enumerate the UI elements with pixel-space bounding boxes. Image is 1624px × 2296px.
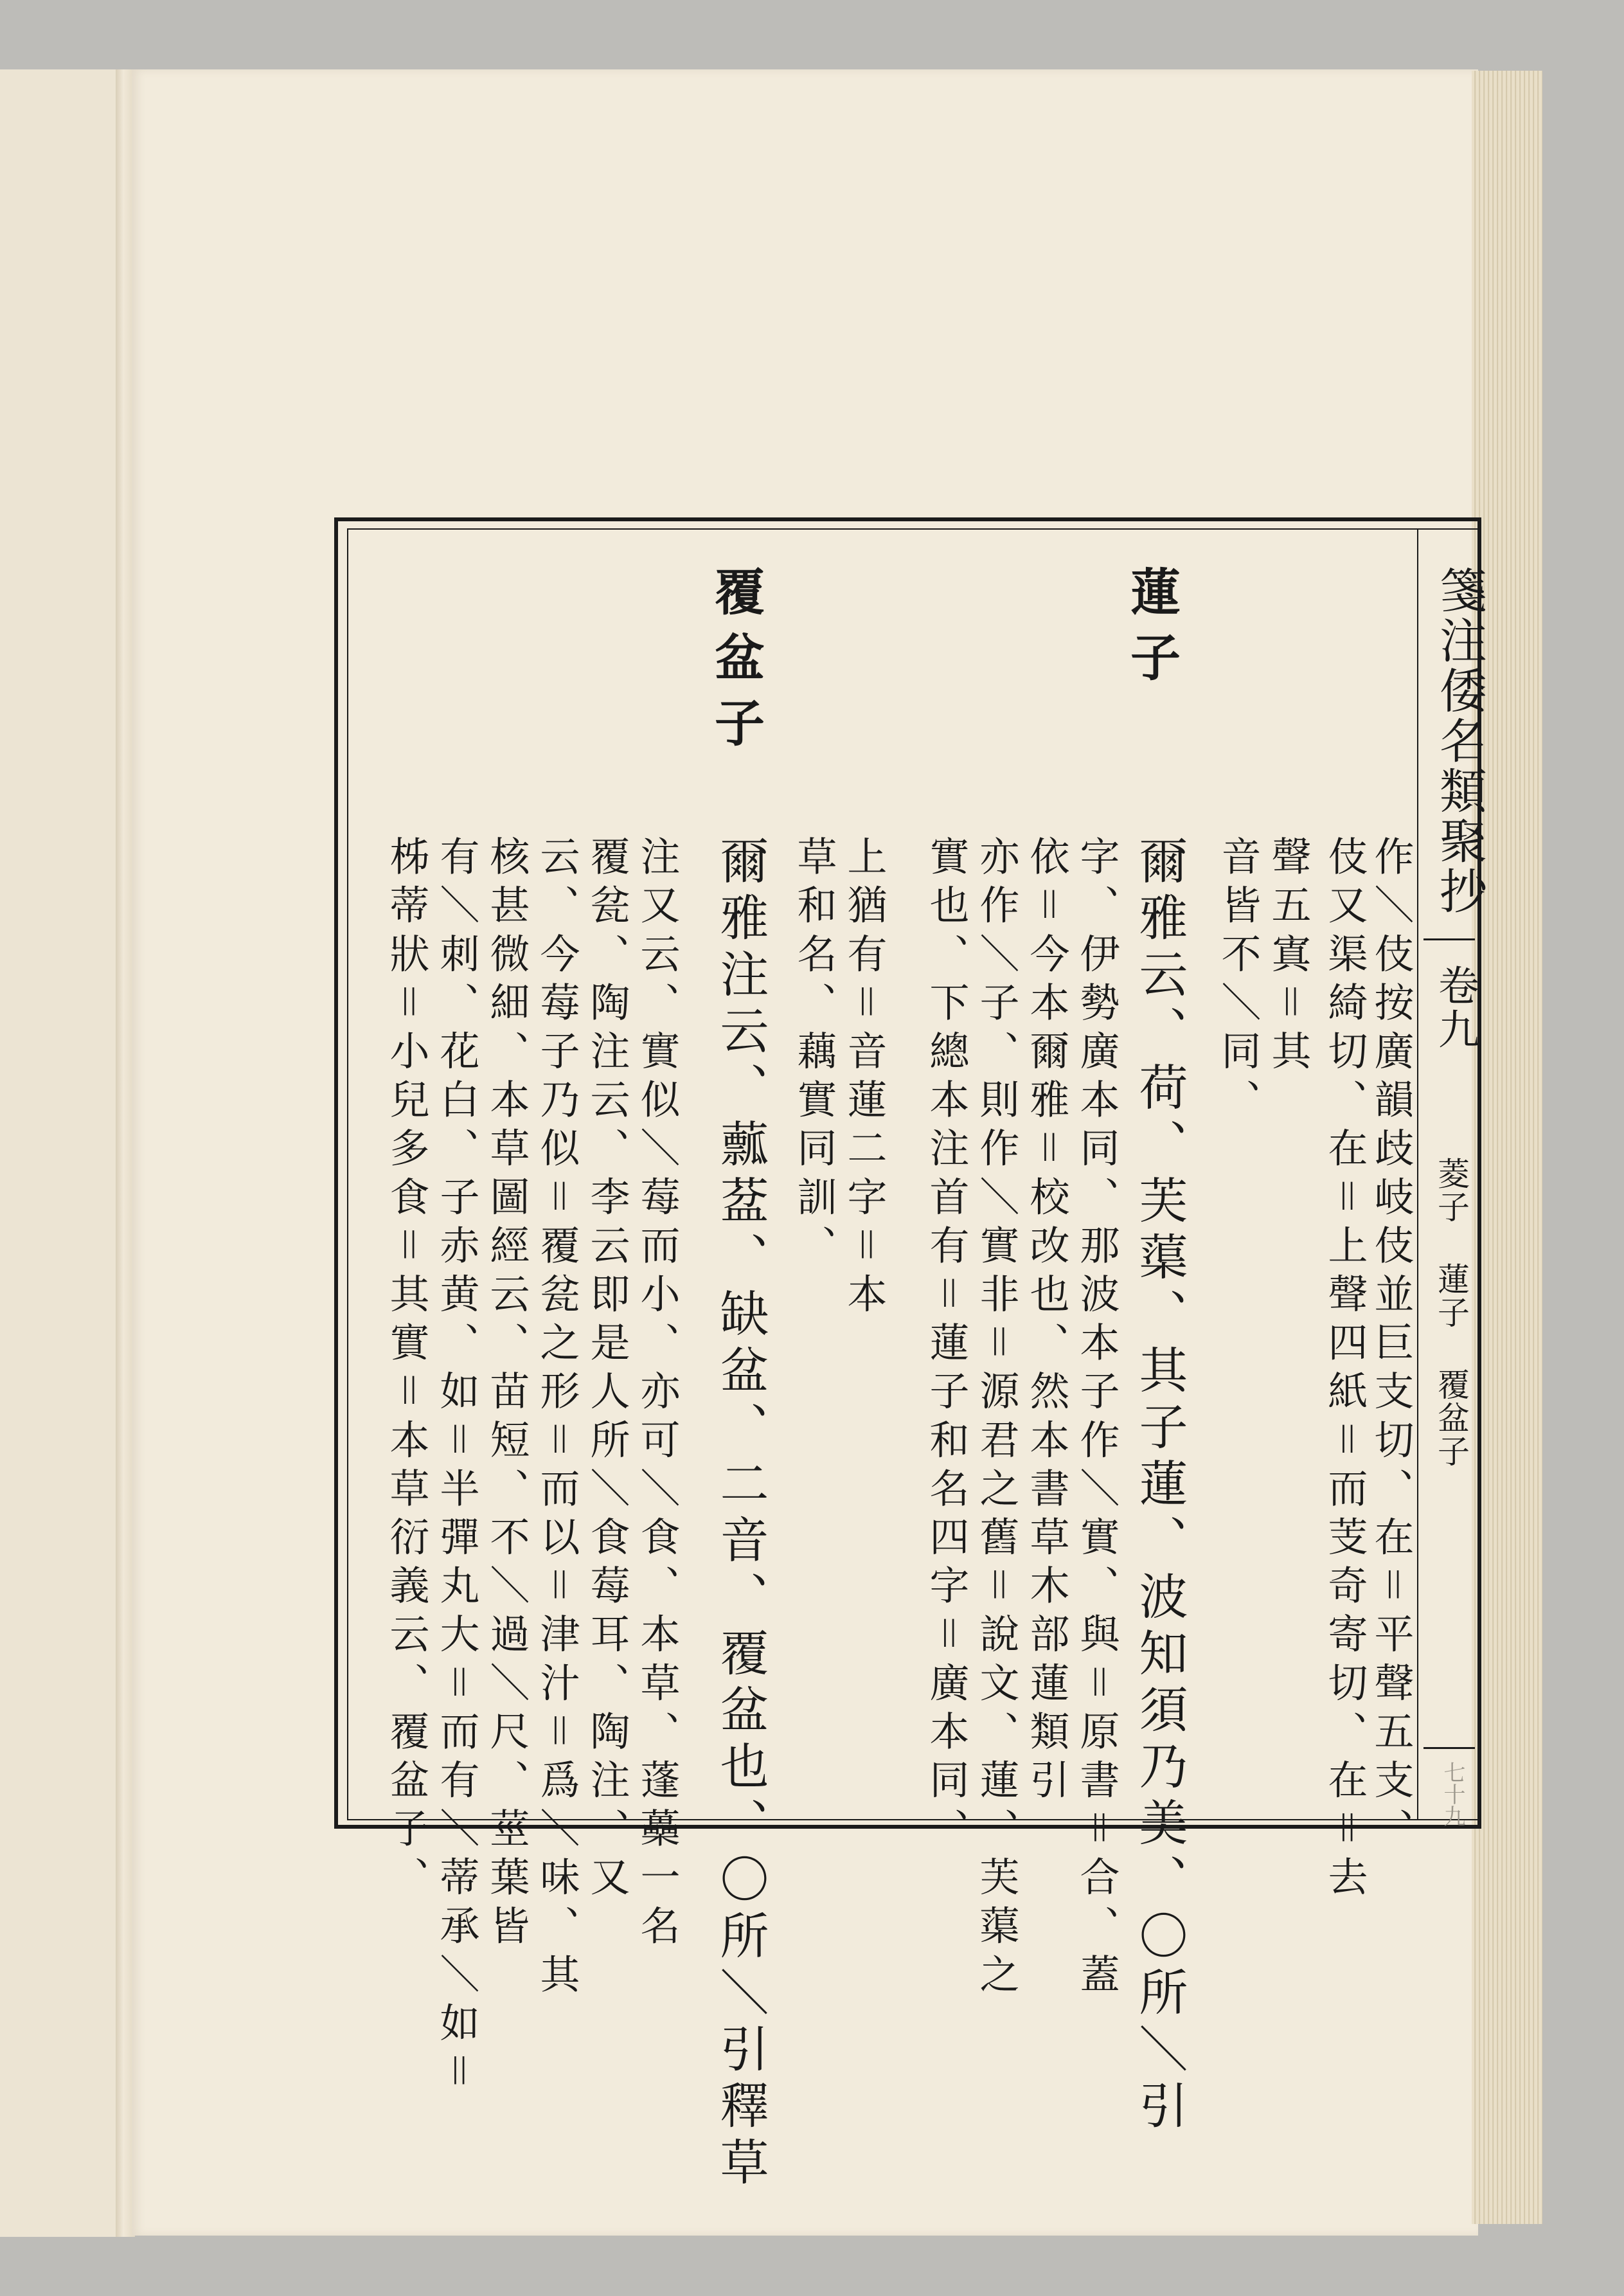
entry-heading-lotus: 蓮子: [1122, 566, 1181, 697]
text-column: 實也、下總本注首有＝蓮子和名四字＝廣本同、: [923, 836, 970, 1856]
text-column: 注又云、實似＼莓而小、亦可＼食、本草、蓬蘽一名: [634, 836, 681, 1953]
volume-label: 卷九: [1431, 964, 1479, 1052]
text-column: 覆瓫、陶注云、李云即是人所＼食莓耳、陶注、又: [584, 836, 630, 1905]
text-column: 聲五寘＝其: [1265, 836, 1312, 1079]
text-column: 依＝今本爾雅＝校改也、然本書草木部蓮類引: [1023, 836, 1070, 1807]
entry-heading-raspberry: 覆盆子: [706, 566, 765, 762]
gutter-lower-mark: [1423, 1747, 1475, 1749]
text-column: 上猶有＝音蓮二字＝本: [841, 836, 888, 1322]
gutter-topics: 菱子 蓮子 覆盆子: [1432, 1157, 1470, 1468]
book-title: 箋注倭名類聚抄: [1432, 566, 1487, 917]
text-column: 柹蒂狀＝小兒多食＝其實＝本草衍義云、覆盆子、: [383, 836, 430, 1905]
text-column: 字、伊勢廣本同、那波本子作＼實、與＝原書＝合、蓋: [1073, 836, 1120, 2002]
text-column: 核甚微細、本草圖經云、苗短、不＼過＼尺、莖葉皆: [483, 836, 530, 1953]
text-column: 作＼伎按廣韻歧岐伎並巨支切、在＝平聲五支、: [1368, 836, 1414, 1856]
text-column: 音皆不＼同、: [1215, 836, 1262, 1127]
text-column: 亦作＼子、則作＼實非＝源君之舊＝說文、蓮、芙蕖之: [973, 836, 1020, 2002]
page-edges: [1472, 71, 1542, 2224]
text-column: 伎又渠綺切、在＝上聲四紙＝而芰奇寄切、在＝去: [1321, 836, 1368, 1905]
gutter-fishtail-mark: [1423, 938, 1475, 940]
text-column: 草和名、藕實同訓、: [790, 836, 837, 1273]
text-column: 爾雅云、荷、芙蕖、其子蓮、波知須乃美、〇所＼引: [1131, 836, 1188, 2137]
page-number: 七十九: [1440, 1761, 1465, 1827]
left-page: [0, 69, 126, 2237]
text-column: 爾雅注云、䕯葐、缺盆、二音、覆盆也、〇所＼引釋草: [712, 836, 769, 2193]
text-column: 云、今莓子乃似＝覆瓫之形＝而以＝津汁＝爲＼味、其: [533, 836, 580, 2002]
text-column: 有＼刺、花白、子赤黄、如＝半彈丸大＝而有＼蒂承＼如＝: [433, 836, 480, 2099]
